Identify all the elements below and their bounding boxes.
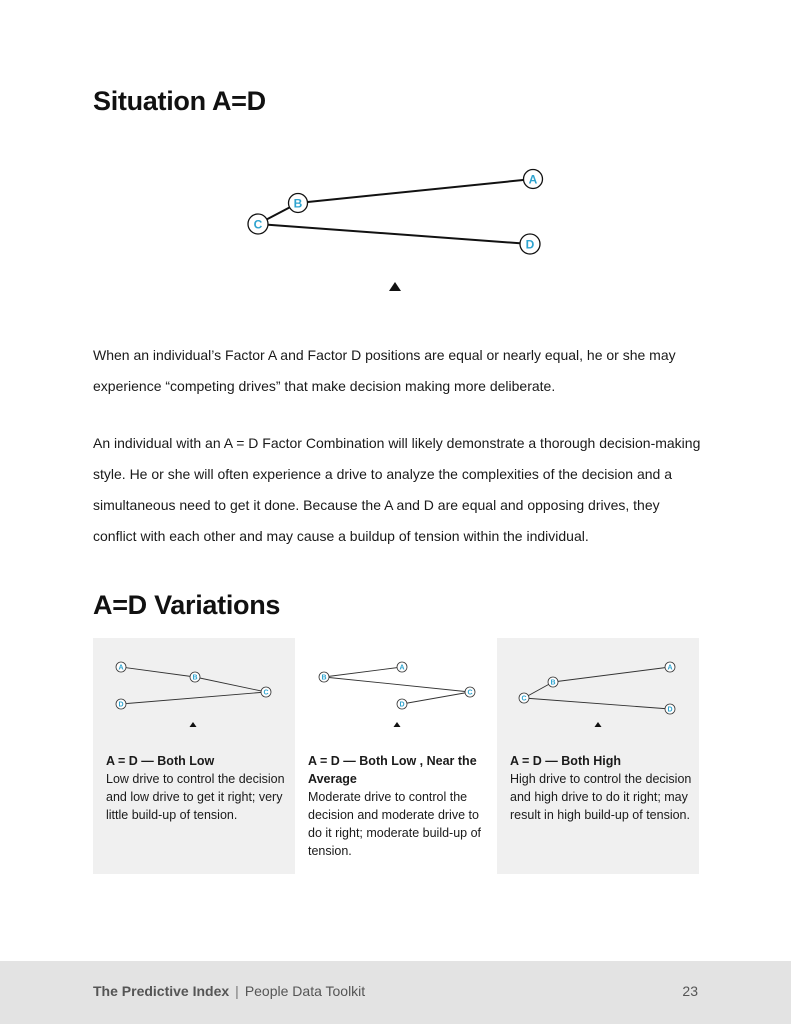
- page-title: Situation A=D: [93, 86, 266, 116]
- footer-brand: The Predictive Index: [93, 983, 230, 999]
- svg-text:D: D: [118, 701, 124, 709]
- page-number: 23: [682, 983, 698, 999]
- footer-subtitle: People Data Toolkit: [244, 983, 366, 999]
- paragraph-competing-drives: When an individual’s Factor A and Factor D positions are equal or nearly equal, he or she may experience “competing drives” that make decision making more deliberate.: [93, 347, 676, 394]
- svg-text:A: A: [528, 172, 538, 187]
- svg-text:C: C: [253, 217, 263, 232]
- footer-left: [93, 983, 365, 999]
- footer-separator: |: [235, 983, 239, 999]
- line-b-a: [298, 179, 533, 203]
- variation-card-low-near-average: [295, 638, 497, 874]
- card-description: Low drive to control the decision and low drive to get it right; very little build-up of tension.: [106, 772, 285, 822]
- svg-text:B: B: [293, 196, 303, 211]
- variation-cards: [93, 638, 699, 874]
- main-factor-diagram: [0, 160, 791, 300]
- card-description: High drive to control the decision and high drive to do it right; may result in high build-up of tension.: [510, 772, 692, 822]
- norm-marker-icon: [190, 722, 197, 727]
- svg-text:A: A: [118, 664, 124, 672]
- svg-text:B: B: [550, 679, 556, 687]
- svg-text:B: B: [321, 674, 327, 682]
- line-c-d: [258, 224, 530, 244]
- paragraph-decision-style: An individual with an A = D Factor Combination will likely demonstrate a thorough decision-making style. He or she will often experience a drive to analyze the complexities of the decision and a simultaneous need to get it done. Because the A and D are equal and opposing drives, they conflict with each other and may cause a buildup of tension within the individual.: [93, 435, 701, 544]
- node-a: [524, 170, 543, 189]
- node-c: [248, 214, 268, 234]
- svg-text:C: C: [521, 695, 527, 703]
- card-title: A = D — Both High: [510, 754, 621, 768]
- diagram-low-near-average: [295, 638, 497, 748]
- svg-text:A: A: [399, 664, 405, 672]
- norm-marker-icon: [394, 722, 401, 727]
- svg-text:C: C: [467, 689, 473, 697]
- svg-text:D: D: [399, 701, 405, 709]
- variation-card-both-high: [497, 638, 699, 874]
- svg-text:D: D: [667, 706, 673, 714]
- node-b: [289, 194, 308, 213]
- svg-text:D: D: [525, 237, 535, 252]
- page-footer: [0, 961, 791, 1024]
- norm-marker-icon: [389, 282, 401, 291]
- diagram-both-low: [93, 638, 295, 748]
- variation-card-both-low: [93, 638, 295, 874]
- svg-text:C: C: [263, 689, 269, 697]
- card-title: A = D — Both Low: [106, 754, 215, 768]
- diagram-both-high: [497, 638, 699, 748]
- svg-text:A: A: [667, 664, 673, 672]
- variations-heading: A=D Variations: [93, 590, 281, 620]
- norm-marker-icon: [595, 722, 602, 727]
- svg-text:B: B: [192, 674, 198, 682]
- node-d: [520, 234, 540, 254]
- card-title: A = D — Both Low , Near the Average: [308, 754, 477, 786]
- card-description: Moderate drive to control the decision and moderate drive to do it right; moderate build-up of tension.: [308, 790, 482, 858]
